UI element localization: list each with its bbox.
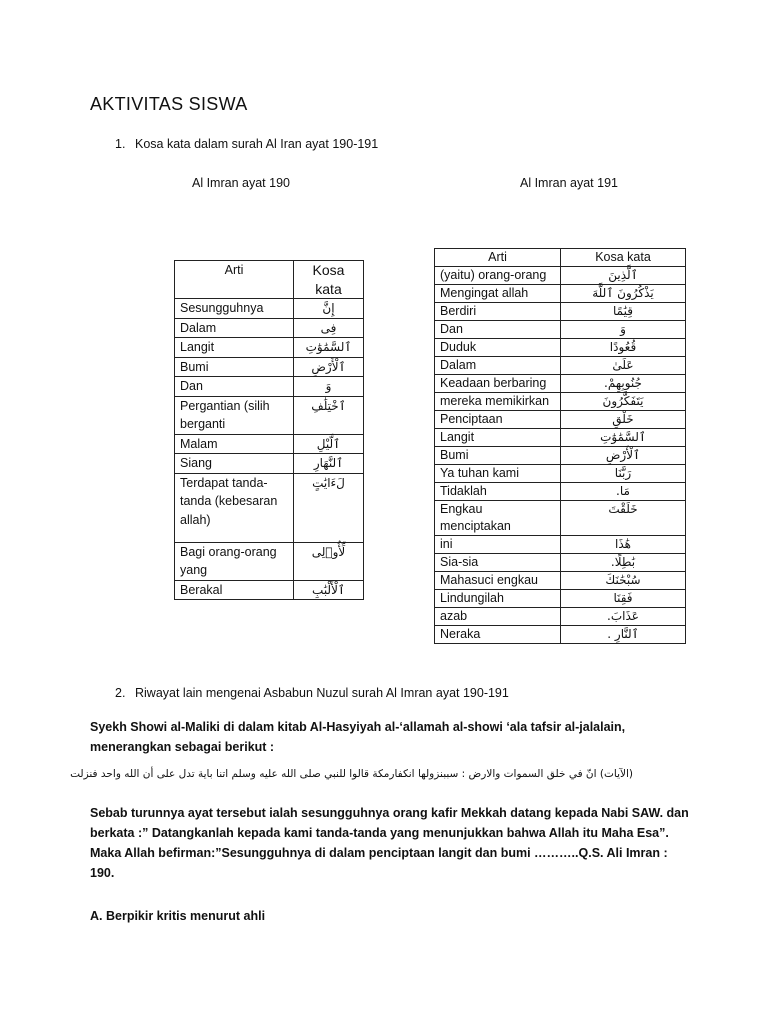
cell-kosa-kata: ٱلنَّارِ .	[561, 626, 686, 644]
table-row	[175, 473, 364, 542]
table-row	[435, 285, 686, 303]
cell-kosa-kata: يَذْكُرُونَ ٱللَّهَ	[561, 285, 686, 303]
vocab-table-191	[434, 248, 686, 644]
cell-arti: Dan	[435, 321, 561, 339]
cell-kosa-kata: عَلَىٰ	[561, 357, 686, 375]
table-row	[435, 447, 686, 465]
cell-kosa-kata: جُنُوبِهِمْ.	[561, 375, 686, 393]
cell-kosa-kata: فَقِنَا	[561, 590, 686, 608]
intro-paragraph: Syekh Showi al-Maliki di dalam kitab Al-Hasyiyah al-‘allamah al-showi ‘ala tafsir al-jalalain, menerangkan sebagai berikut :	[90, 720, 626, 754]
table-header-row	[175, 261, 364, 299]
cell-arti: mereka memikirkan	[435, 393, 561, 411]
cell-kosa-kata: خَلْقِ	[561, 411, 686, 429]
table-row	[175, 299, 364, 319]
cell-kosa-kata: وَ	[561, 321, 686, 339]
header-kosa-kata: Kosa kata	[561, 249, 686, 267]
cell-arti: Ya tuhan kami	[435, 465, 561, 483]
table-row	[175, 318, 364, 338]
cell-arti: Dan	[175, 377, 294, 397]
table-row	[435, 572, 686, 590]
table-row	[435, 554, 686, 572]
cell-arti: Sesungguhnya	[175, 299, 294, 319]
cell-kosa-kata: ٱلَّيْلِ	[294, 434, 364, 454]
table-row	[435, 626, 686, 644]
table-row	[435, 501, 686, 536]
table-row	[435, 339, 686, 357]
item-2	[115, 686, 509, 700]
cell-arti: Bumi	[175, 357, 294, 377]
cell-arti: Terdapat tanda-tanda (kebesaran allah)	[175, 473, 294, 542]
vocab-table-190	[174, 260, 364, 600]
cell-kosa-kata: ٱلْأَرْضِ	[561, 447, 686, 465]
cell-kosa-kata: بَٰطِلًا.	[561, 554, 686, 572]
cell-kosa-kata: قِيَٰمًا	[561, 303, 686, 321]
cell-kosa-kata: ٱخْتِلَٰفِ	[294, 396, 364, 434]
table-row	[435, 393, 686, 411]
cell-kosa-kata: لَءَايَٰتٍ	[294, 473, 364, 542]
table-row	[435, 483, 686, 501]
cell-kosa-kata: ٱلسَّمَٰوَٰتِ	[561, 429, 686, 447]
item-2-text: Riwayat lain mengenai Asbabun Nuzul surah Al Imran ayat 190-191	[135, 686, 509, 700]
cell-arti: Malam	[175, 434, 294, 454]
cell-arti: Neraka	[435, 626, 561, 644]
table-row	[175, 580, 364, 600]
table-row	[175, 542, 364, 580]
cell-arti: Bagi orang-orang yang	[175, 542, 294, 580]
table-row	[435, 321, 686, 339]
header-kosa-kata: Kosa kata	[294, 261, 364, 299]
cell-arti: Bumi	[435, 447, 561, 465]
table-row	[435, 590, 686, 608]
cell-arti: azab	[435, 608, 561, 626]
cell-arti: Dalam	[435, 357, 561, 375]
cell-kosa-kata: فِى	[294, 318, 364, 338]
table-row	[435, 357, 686, 375]
cell-arti: Dalam	[175, 318, 294, 338]
cell-kosa-kata: إِنَّ	[294, 299, 364, 319]
cell-arti: Mengingat allah	[435, 285, 561, 303]
cell-kosa-kata: هَٰذَا	[561, 536, 686, 554]
item-1-number: 1.	[115, 137, 126, 151]
cell-kosa-kata: مَا.	[561, 483, 686, 501]
table-row	[175, 338, 364, 358]
cell-arti: Langit	[435, 429, 561, 447]
cell-kosa-kata: خَلَقْتَ	[561, 501, 686, 536]
cell-arti: Pergantian (silih berganti	[175, 396, 294, 434]
cell-kosa-kata: ٱلنَّهَارِ	[294, 454, 364, 474]
table-row	[435, 411, 686, 429]
table-row	[175, 434, 364, 454]
cell-kosa-kata: ٱلْأَرْضِ	[294, 357, 364, 377]
table-row	[435, 267, 686, 285]
arabic-quote: (الآيات) انّ في خلق السموات والارض : سببنزولها انكفارمكة قالوا للنبي صلى الله عليه وسلم اتنا باية تدل على أن الله واحد فنزلت	[70, 768, 633, 780]
table-row	[435, 608, 686, 626]
cell-kosa-kata: سُبْحَٰنَكَ	[561, 572, 686, 590]
table-row	[175, 396, 364, 434]
table-row	[435, 429, 686, 447]
page-heading: AKTIVITAS SISWA	[90, 94, 248, 114]
cell-kosa-kata: ٱلْأَلْبَٰبِ	[294, 580, 364, 600]
cell-arti: (yaitu) orang-orang	[435, 267, 561, 285]
cell-arti: Langit	[175, 338, 294, 358]
cell-arti: Tidaklah	[435, 483, 561, 501]
table-row	[435, 536, 686, 554]
header-arti: Arti	[175, 261, 294, 299]
cell-arti: Keadaan berbaring	[435, 375, 561, 393]
table-row	[175, 357, 364, 377]
cell-kosa-kata: يَتَفَكَّرُونَ	[561, 393, 686, 411]
cell-kosa-kata: ٱلَّذِينَ	[561, 267, 686, 285]
table-row	[175, 454, 364, 474]
table-row	[435, 465, 686, 483]
cell-arti: Sia-sia	[435, 554, 561, 572]
table-row	[435, 303, 686, 321]
header-arti: Arti	[435, 249, 561, 267]
item-2-number: 2.	[115, 686, 126, 700]
section-a-heading: A. Berpikir kritis menurut ahli	[90, 909, 266, 923]
cell-arti: Lindungilah	[435, 590, 561, 608]
cell-arti: Penciptaan	[435, 411, 561, 429]
table-header-row	[435, 249, 686, 267]
explanation-paragraph: Sebab turunnya ayat tersebut ialah sesungguhnya orang kafir Mekkah datang kepada Nabi SAW. dan berkata :” Datangkanlah kepada kami tanda-tanda yang menunjukkan bahwa Allah itu Maha Esa”. Maka Allah befirman:”Sesungguhnya di dalam penciptaan langit dan bumi ………..Q.S. Ali Imran : 190.	[90, 806, 689, 880]
table-row	[175, 377, 364, 397]
cell-arti: Duduk	[435, 339, 561, 357]
table-191-title: Al Imran ayat 191	[520, 176, 618, 190]
table-row	[435, 375, 686, 393]
cell-arti: Siang	[175, 454, 294, 474]
cell-kosa-kata: لِّأُو۟لِى	[294, 542, 364, 580]
cell-arti: Berdiri	[435, 303, 561, 321]
cell-arti: Berakal	[175, 580, 294, 600]
cell-kosa-kata: رَبَّنَا	[561, 465, 686, 483]
cell-kosa-kata: وَ	[294, 377, 364, 397]
cell-kosa-kata: قُعُودًا	[561, 339, 686, 357]
cell-arti: Mahasuci engkau	[435, 572, 561, 590]
cell-arti: Engkau menciptakan	[435, 501, 561, 536]
table-190-title: Al Imran ayat 190	[192, 176, 290, 190]
cell-kosa-kata: عَذَابَ.	[561, 608, 686, 626]
cell-arti: ini	[435, 536, 561, 554]
cell-kosa-kata: ٱلسَّمَٰوَٰتِ	[294, 338, 364, 358]
item-1	[115, 137, 378, 151]
item-1-text: Kosa kata dalam surah Al Iran ayat 190-191	[135, 137, 379, 151]
